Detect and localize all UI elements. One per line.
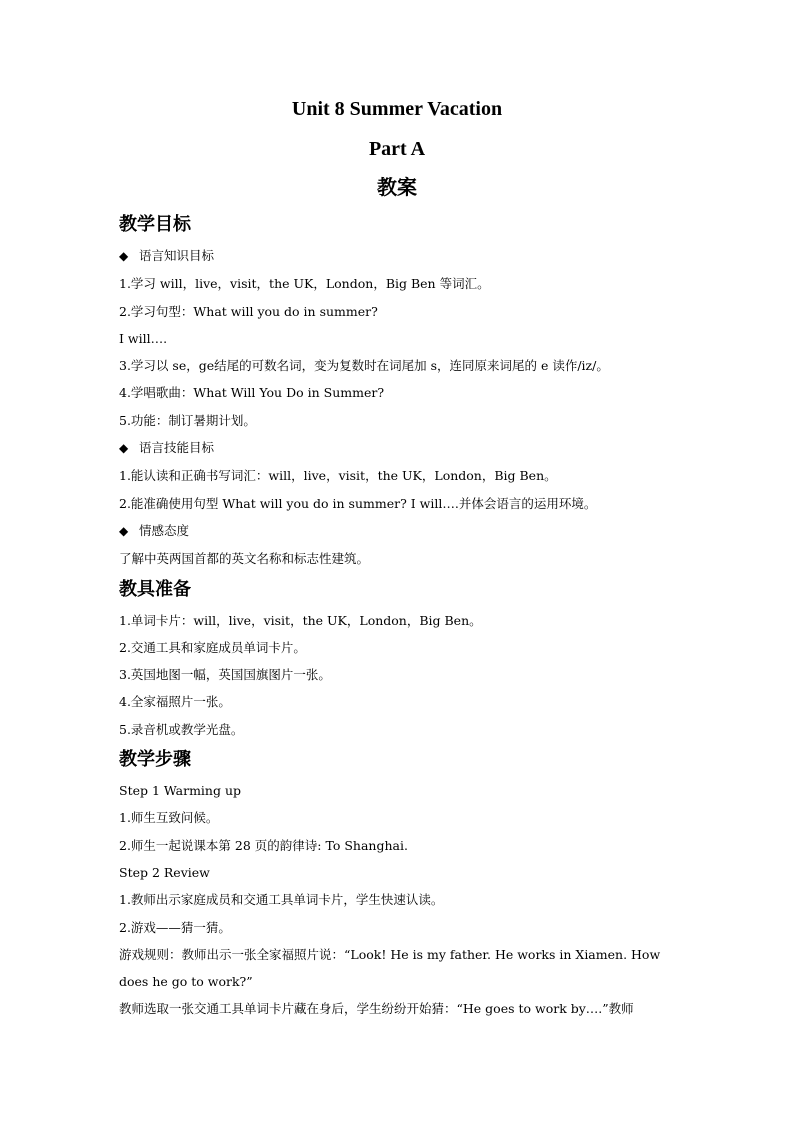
step1-title: Step 1 Warming up	[119, 783, 242, 799]
materials-heading: 教具准备	[119, 578, 191, 600]
skills-heading: ◆ 语言技能目标	[119, 434, 679, 462]
materials-item: 2.交通工具和家庭成员单词卡片。	[119, 639, 306, 655]
objectives-heading: 教学目标	[119, 214, 191, 235]
materials-item: 3.英国地图一幅，英国国旗图片一张。	[119, 667, 331, 683]
title-block	[0, 94, 794, 206]
knowledge-item: 3.学习以 se，ge结尾的可数名词，变为复数时在词尾加 s，连同原来词尾的 e 读作/iz/。	[119, 358, 609, 374]
part-title: Part A	[368, 138, 426, 160]
game-rule-line: 游戏规则：教师出示一张全家福照片说：“Look! He is my father. He works in Xiamen. How	[119, 946, 661, 962]
knowledge-item: 4.学唱歌曲：What Will You Do in Summer?	[119, 385, 385, 401]
knowledge-heading: ◆ 语言知识目标	[119, 242, 679, 270]
materials-item: 1.单词卡片：will，live，visit，the UK，London，Big Ben。	[119, 612, 482, 628]
step2-item: 2.游戏——猜一猜。	[119, 919, 231, 935]
game-rule-line: does he go to work?”	[119, 974, 253, 990]
steps-heading: 教学步骤	[119, 749, 191, 771]
attitude-item: 了解中英两国首都的英文名称和标志性建筑。	[119, 551, 370, 567]
attitude-heading: ◆ 情感态度	[119, 517, 679, 545]
unit-title: Unit 8 Summer Vacation	[291, 98, 503, 120]
skills-item: 2.能准确使用句型 What will you do in summer? I will….并体会语言的运用环境。	[119, 495, 597, 511]
materials-item: 4.全家福照片一张。	[119, 694, 231, 710]
materials-item: 5.录音机或教学光盘。	[119, 721, 244, 737]
step2-item: 1.教师出示家庭成员和交通工具单词卡片，学生快速认读。	[119, 892, 444, 908]
knowledge-item: I will….	[119, 330, 168, 346]
knowledge-item: 2.学习句型：What will you do in summer?	[119, 303, 378, 319]
step2-title: Step 2 Review	[119, 864, 210, 880]
knowledge-item: 1.学习 will，live，visit，the UK，London，Big Ben 等词汇。	[119, 276, 490, 292]
knowledge-item: 5.功能：制订暑期计划。	[119, 412, 256, 428]
skills-item: 1.能认读和正确书写词汇：will，live，visit，the UK，London，Big Ben。	[119, 468, 557, 484]
step1-item: 1.师生互致问候。	[119, 810, 219, 826]
lesson-plan-title: 教案	[377, 175, 417, 199]
game-description-line: 教师选取一张交通工具单词卡片藏在身后，学生纷纷开始猜：“He goes to work by….”教师	[119, 1001, 634, 1017]
step1-item: 2.师生一起说课本第 28 页的韵律诗: To Shanghai.	[119, 837, 408, 853]
document-body	[119, 208, 679, 1023]
